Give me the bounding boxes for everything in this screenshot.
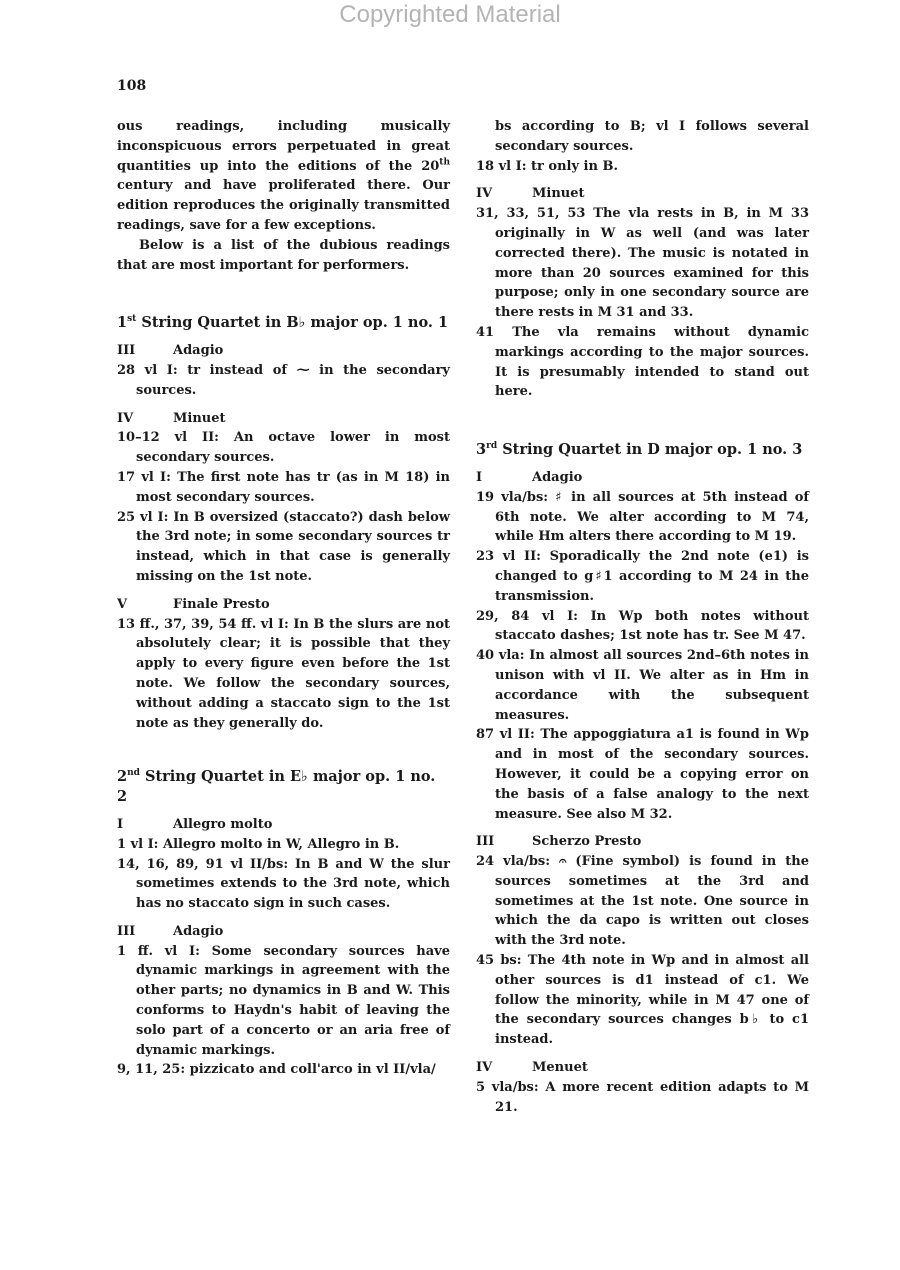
page-number: 108 [117, 78, 147, 94]
movement-heading: III Adagio [117, 923, 224, 939]
note-entry: 25 vl I: In B oversized (staccato?) dash below the 3rd note; in some secondary sources tr instead, which in that case is generally missing on the 1st note. [117, 509, 450, 584]
note-entry: 40 vla: In almost all sources 2nd–6th notes in unison with vl II. We alter as in Hm in accordance with the subsequent measures. [476, 648, 809, 723]
note-entry: 17 vl I: The first note has tr (as in M 18) in most secondary sources. [117, 469, 450, 505]
note-entry: 14, 16, 89, 91 vl II/bs: In B and W the slur sometimes extends to the 3rd note, which has no staccato sign in such cases. [117, 856, 450, 912]
movement-heading: III Adagio [117, 343, 224, 359]
copyright-watermark: Copyrighted Material [339, 1, 561, 28]
continued-entry: bs according to B; vl I follows several secondary sources. [495, 119, 809, 154]
intro-text-b: century and have proliferated there. Our edition reproduces the originally transmitted readings, save for a few exceptions. [117, 178, 450, 233]
movement-heading: IV Minuet [476, 186, 585, 202]
note-entry: 28 vl I: tr instead of ⁓ in the secondary sources. [117, 362, 450, 398]
quartet-2-title: 2nd String Quartet in E♭ major op. 1 no. 2 [117, 768, 436, 806]
note-entry: 19 vla/bs: ♯ in all sources at 5th instead of 6th note. We alter according to M 74, while Hm alters there according to M 19. [476, 489, 809, 545]
movement-heading: I Adagio [476, 469, 583, 485]
intro-paragraph [117, 117, 450, 236]
movement-heading: I Allegro molto [117, 816, 273, 832]
note-entry: 10–12 vl II: An octave lower in most secondary sources. [117, 430, 450, 466]
right-column [476, 117, 809, 1117]
note-entry: 45 bs: The 4th note in Wp and in almost all other sources is d1 instead of c1. We follow the minority, while in M 47 one of the secondary sources changes b♭ to c1 instead. [476, 953, 809, 1048]
note-entry: 1 ff. vl I: Some secondary sources have dynamic markings in agreement with the other parts; no dynamics in B and W. This conforms to Haydn's habit of leaving the solo part of a concerto or an aria free of dynamic markings. [117, 943, 450, 1058]
movement-heading: IV Menuet [476, 1060, 588, 1076]
note-entry: 87 vl II: The appoggiatura a1 is found in Wp and in most of the secondary sources. However, it could be a copying error on the basis of a false analogy to the next measure. See also M 32. [476, 727, 809, 822]
note-entry: 9, 11, 25: pizzicato and coll'arco in vl II/vla/ [117, 1062, 436, 1078]
note-entry: 1 vl I: Allegro molto in W, Allegro in B. [117, 836, 400, 852]
intro-sup: th [439, 157, 450, 168]
intro-text-a: ous readings, including musically inconspicuous errors perpetuated in great quantities up into the editions of the 20 [117, 119, 450, 174]
left-column [117, 117, 450, 1080]
note-entry: 5 vla/bs: A more recent edition adapts to M 21. [476, 1079, 809, 1115]
note-entry: 41 The vla remains without dynamic markings according to the major sources. It is presumably intended to stand out here. [476, 324, 809, 400]
movement-heading: IV Minuet [117, 410, 226, 426]
quartet-1-title: 1st String Quartet in B♭ major op. 1 no. 1 [117, 314, 449, 332]
movement-heading: V Finale Presto [117, 596, 270, 612]
intro-paragraph-2: Below is a list of the dubious readings that are most important for performers. [117, 237, 450, 273]
note-entry: 13 ff., 37, 39, 54 ff. vl I: In B the slurs are not absolutely clear; it is possible that they apply to every figure even before the 1st note. We follow the secondary sources, without adding a staccato sign to the 1st note as they generally do. [117, 616, 450, 731]
movement-heading: III Scherzo Presto [476, 834, 642, 850]
note-entry: 24 vla/bs: 𝄐 (Fine symbol) is found in the sources sometimes at the 3rd and sometimes at the 1st note. One source in which the da capo is written out closes with the 3rd note. [476, 854, 809, 949]
note-entry: 23 vl II: Sporadically the 2nd note (e1) is changed to g♯1 according to M 24 in the transmission. [476, 549, 809, 604]
note-entry: 31, 33, 51, 53 The vla rests in B, in M 33 originally in W as well (and was later corrected there). The music is notated in more than 20 sources examined for this purpose; only in one secondary source are there rests in M 31 and 33. [476, 206, 809, 321]
quartet-3-title: 3rd String Quartet in D major op. 1 no. 3 [476, 441, 803, 459]
note-entry: 29, 84 vl I: In Wp both notes without staccato dashes; 1st note has tr. See M 47. [476, 608, 809, 644]
note-entry: 18 vl I: tr only in B. [476, 158, 618, 174]
